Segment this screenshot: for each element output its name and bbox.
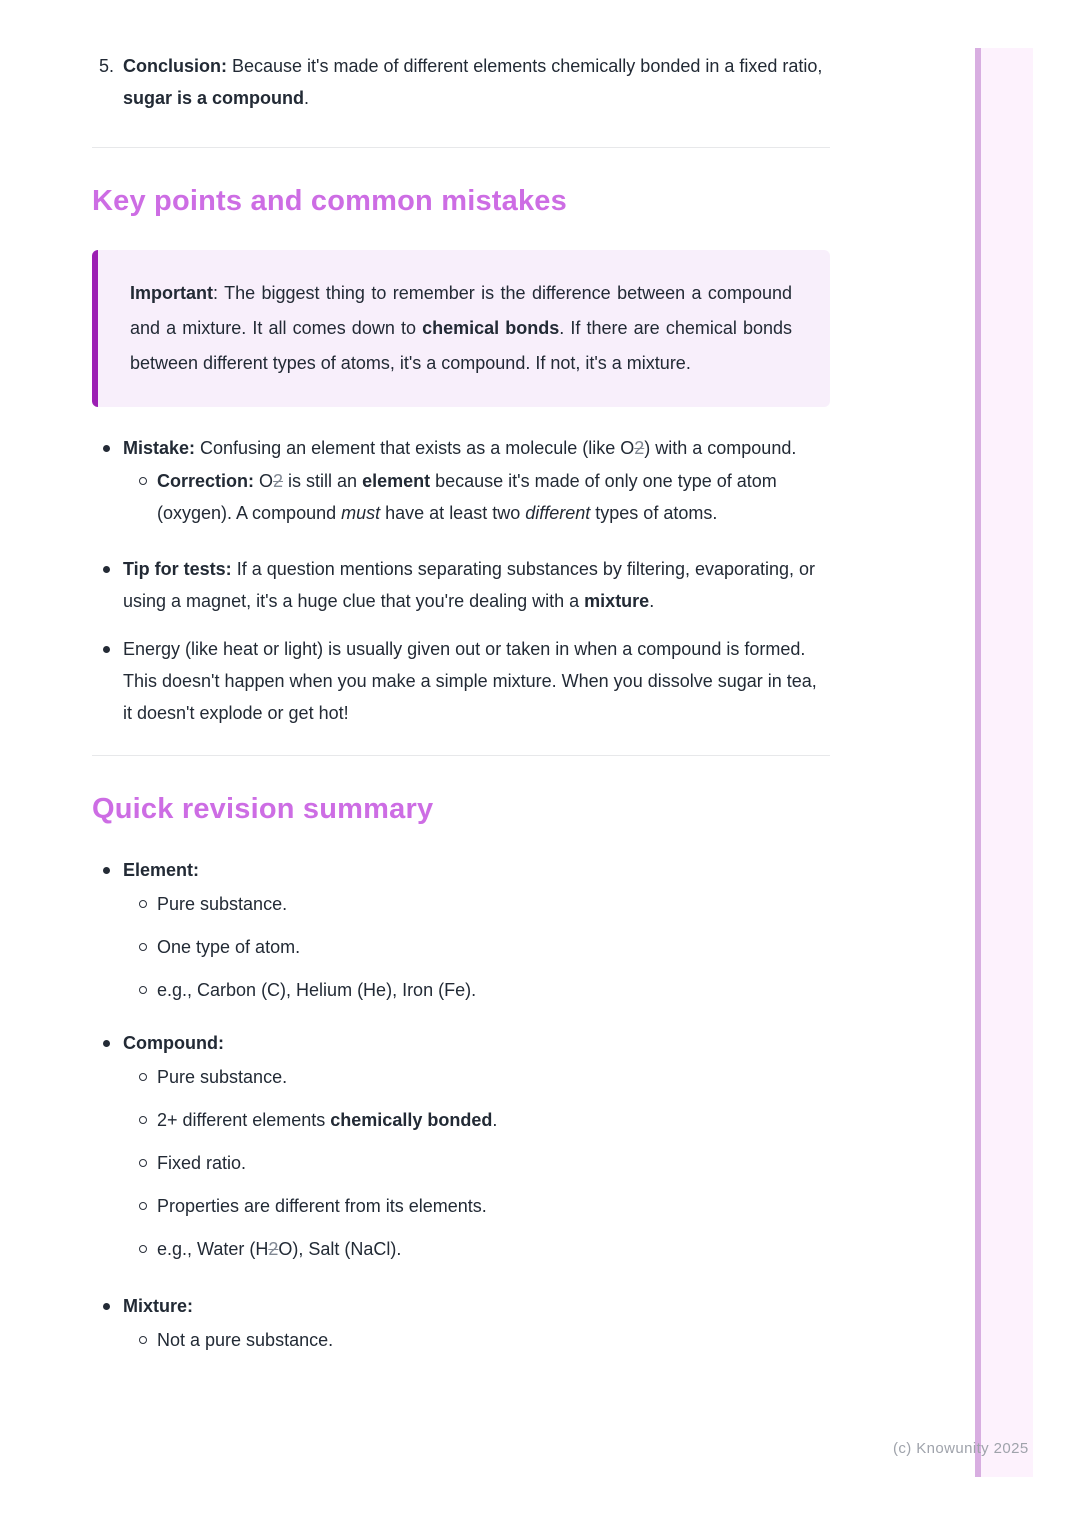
list-item <box>138 1233 830 1265</box>
bullet-circle-icon <box>139 477 147 485</box>
summary-group-element <box>92 854 830 1006</box>
bullet-marker <box>100 633 123 729</box>
copyright-watermark: (c) Knowunity 2025 <box>893 1440 1029 1457</box>
element-point: One type of atom. <box>157 937 301 957</box>
bullet-circle-icon <box>139 900 147 908</box>
list-item <box>138 1190 830 1222</box>
correction-text: Correction: O2 is still an element because it's made of only one type of atom (oxygen). A compound must have at least two different types of atoms. <box>157 471 777 523</box>
mixture-label: Mixture: <box>123 1296 194 1316</box>
list-item-element <box>92 854 830 886</box>
mixture-point: Not a pure substance. <box>157 1330 334 1350</box>
callout-text: Important: The biggest thing to remember is the difference between a compound and a mixture. It all comes down to chemical bonds. If there are chemical bonds between different types of atoms, it's a compound. If not, it's a mixture. <box>130 283 793 373</box>
list-item-correction <box>138 465 830 529</box>
list-item <box>138 1061 830 1093</box>
list-item <box>138 1324 830 1356</box>
numbered-item-conclusion <box>92 50 830 114</box>
element-point: Pure substance. <box>157 894 288 914</box>
list-item-compound <box>92 1027 830 1059</box>
bullet-circle-icon <box>139 1336 147 1344</box>
bullet-circle-icon <box>139 1073 147 1081</box>
bullet-marker <box>100 1290 123 1322</box>
list-number: 5. <box>99 56 115 76</box>
important-callout <box>92 250 830 407</box>
compound-point: 2+ different elements chemically bonded. <box>157 1110 498 1130</box>
summary-group-compound <box>92 1027 830 1265</box>
bullet-dot-icon <box>103 1303 110 1310</box>
energy-text: Energy (like heat or light) is usually given out or taken in when a compound is formed. This doesn't happen when you make a simple mixture. When you dissolve sugar in tea, it doesn't explode or get hot! <box>123 639 817 723</box>
compound-label: Compound: <box>123 1033 224 1053</box>
bullet-dot-icon <box>103 867 110 874</box>
list-item <box>138 1147 830 1179</box>
compound-point: Fixed ratio. <box>157 1153 247 1173</box>
bullet-circle-icon <box>139 943 147 951</box>
bullet-circle-icon <box>139 1202 147 1210</box>
bullet-dot-icon <box>103 1040 110 1047</box>
element-point: e.g., Carbon (C), Helium (He), Iron (Fe). <box>157 980 477 1000</box>
compound-point: Pure substance. <box>157 1067 288 1087</box>
list-item <box>138 1104 830 1136</box>
summary-group-mixture <box>92 1290 830 1356</box>
list-item <box>138 974 830 1006</box>
sub-bullet-marker <box>138 465 157 529</box>
list-item-tip <box>92 553 830 617</box>
list-item-energy <box>92 633 830 729</box>
list-item <box>138 888 830 920</box>
section-divider <box>92 755 830 756</box>
element-label: Element: <box>123 860 200 880</box>
bullet-dot-icon <box>103 646 110 653</box>
conclusion-text: Conclusion: Because it's made of different elements chemically bonded in a fixed ratio, sugar is a compound. <box>123 56 823 108</box>
section-heading-key-points: Key points and common mistakes <box>92 185 567 217</box>
bullet-marker <box>100 1027 123 1059</box>
mistake-sublist <box>123 465 830 529</box>
mistake-text: Mistake: Confusing an element that exists as a molecule (like O2) with a compound. <box>123 438 797 458</box>
document-content <box>92 50 830 1356</box>
compound-point: e.g., Water (H2O), Salt (NaCl). <box>157 1239 402 1259</box>
bullet-circle-icon <box>139 1116 147 1124</box>
bullet-circle-icon <box>139 986 147 994</box>
bullet-dot-icon <box>103 445 110 452</box>
bullet-marker <box>100 432 123 537</box>
key-points-list <box>92 432 830 729</box>
list-item-mistake <box>92 432 830 537</box>
tip-text: Tip for tests: If a question mentions separating substances by filtering, evaporating, or using a magnet, it's a huge clue that you're dealing with a mixture. <box>123 559 816 611</box>
list-item <box>138 931 830 963</box>
bullet-circle-icon <box>139 1245 147 1253</box>
bullet-marker <box>100 553 123 617</box>
bullet-dot-icon <box>103 566 110 573</box>
page-edge-panel <box>981 48 1033 1477</box>
bullet-circle-icon <box>139 1159 147 1167</box>
list-item-mixture <box>92 1290 830 1322</box>
section-heading-summary: Quick revision summary <box>92 793 434 825</box>
bullet-marker <box>100 854 123 886</box>
summary-list <box>92 854 830 1356</box>
compound-point: Properties are different from its elements. <box>157 1196 487 1216</box>
section-divider <box>92 147 830 148</box>
